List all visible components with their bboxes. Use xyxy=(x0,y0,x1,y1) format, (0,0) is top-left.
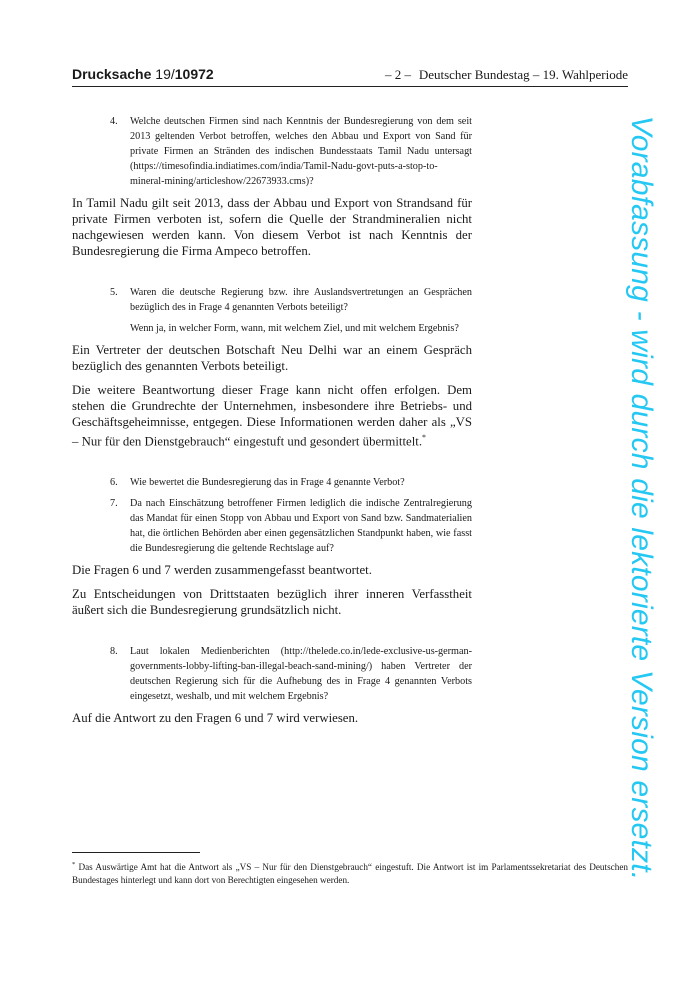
question-item xyxy=(110,285,472,336)
answer-paragraph xyxy=(72,382,472,449)
page-header xyxy=(72,66,628,87)
document-number xyxy=(72,66,214,82)
question-item xyxy=(110,644,472,704)
question-text: Welche deutschen Firmen sind nach Kenntnis der Bundesregierung von dem seit 2013 geltenden Verbot betroffen, welches den Abbau und Export von Sand für private Firmen an Stränden des indischen Bundesstaats Tamil Nadu untersagt (https://timesofindia.indiatimes.com/india/Tamil-Nadu-govt-puts-a-stop-to-mineral-mining/articleshow/22673933.cms)? xyxy=(130,116,472,187)
question-text: Da nach Einschätzung betroffener Firmen lediglich die indische Zentralregierung das Mandat für einen Stopp von Abbau und Export von Sand bzw. Sandmaterialien hat, die örtlichen Behörden aber einen gegensätzlichen Standpunkt haben, wie fasst die Bundesregierung die geltende Rechtslage auf? xyxy=(130,498,472,555)
spacer xyxy=(72,626,472,644)
draft-watermark: Vorabfassung - wird durch die lektorierte Version ersetzt. xyxy=(625,115,658,881)
doc-number-main: 10972 xyxy=(174,66,214,82)
spacer xyxy=(72,267,472,285)
answer-paragraph xyxy=(72,710,472,726)
question-text: Laut lokalen Medienberichten (http://thelede.co.in/lede-exclusive-us-german-governments-lobby-lifting-ban-illegal-beach-sand-mining/) haben Vertreter der deutschen Regierung sich für die Aufhebung des in Frage 4 genannten Verbots eingesetzt, weshalb, und mit welchem Ergebnis? xyxy=(130,646,472,703)
answer-text: Ein Vertreter der deutschen Botschaft Neu Delhi war an einem Gespräch bezüglich des genannten Verbots beteiligt. xyxy=(72,343,472,373)
drucksache-label: Drucksache xyxy=(72,66,152,82)
footnote-text: Das Auswärtige Amt hat die Antwort als „VS – Nur für den Dienstgebrauch“ eingestuft. Die Antwort ist im Parlamentssekretariat des Deutschen Bundestages hinterlegt und kann dort von Berechtigten eingesehen werden. xyxy=(72,862,628,886)
question-item xyxy=(110,475,472,490)
answer-paragraph xyxy=(72,342,472,374)
answer-text: In Tamil Nadu gilt seit 2013, dass der Abbau und Export von Strandsand für private Firmen verboten ist, sofern die Quelle der Strandmineralien nicht nachgewiesen werden kann. Von diesem Verbot ist nach Kenntnis der Bundesregierung die Firma Ampeco betroffen. xyxy=(72,196,472,258)
footnote-marker: * xyxy=(72,861,76,868)
question-number: 4. xyxy=(110,116,118,127)
answer-text: Die Fragen 6 und 7 werden zusammengefasst beantwortet. xyxy=(72,563,372,578)
answer-paragraph xyxy=(72,195,472,259)
doc-number-prefix: 19/ xyxy=(155,66,175,82)
answer-text: Die weitere Beantwortung dieser Frage kann nicht offen erfolgen. Dem stehen die Grundrechte der Unternehmen, insbesondere ihre Betriebs- und Geschäftsgeheimnisse, entgegen. Diese Informationen werden daher als „VS – Nur für den Dienstgebrauch“ eingestuft und gesondert übermittelt. xyxy=(72,383,472,449)
document-body xyxy=(72,114,472,734)
answer-paragraph xyxy=(72,586,472,618)
footnote xyxy=(72,858,628,887)
question-text: Wenn ja, in welcher Form, wann, mit welchem Ziel, und mit welchem Ergebnis? xyxy=(130,323,459,334)
question-text: Waren die deutsche Regierung bzw. ihre Auslandsvertretungen an Gesprächen bezüglich des in Frage 4 genannten Verbots beteiligt? xyxy=(130,287,472,313)
question-item xyxy=(110,496,472,556)
answer-text: Zu Entscheidungen von Drittstaaten bezüglich ihrer inneren Verfasstheit äußert sich die Bundesregierung grundsätzlich nicht. xyxy=(72,587,472,618)
question-text: Wie bewertet die Bundesregierung das in Frage 4 genannte Verbot? xyxy=(130,477,405,489)
answer-paragraph xyxy=(72,562,472,578)
spacer xyxy=(72,457,472,475)
question-item xyxy=(110,114,472,189)
footnote-divider xyxy=(72,852,200,853)
footnote-reference: * xyxy=(422,433,427,442)
answer-text: Auf die Antwort zu den Fragen 6 und 7 wird verwiesen. xyxy=(72,711,359,726)
header-parliament: Deutscher Bundestag – 19. Wahlperiode xyxy=(418,67,628,82)
question-number: 8. xyxy=(110,646,118,658)
question-number: 5. xyxy=(110,287,118,298)
question-number: 6. xyxy=(110,477,118,489)
question-number: 7. xyxy=(110,498,118,510)
page-number: – 2 – xyxy=(385,67,411,82)
